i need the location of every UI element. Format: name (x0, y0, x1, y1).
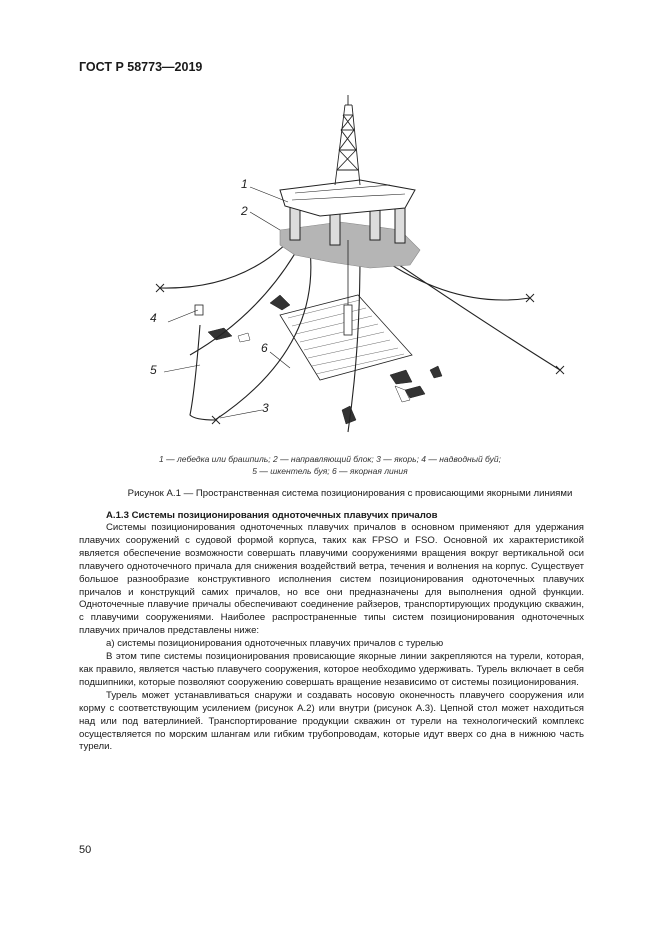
paragraph: а) системы позиционирования одноточечных плавучих причалов с турелью (106, 638, 444, 650)
callout-3: 3 (262, 401, 269, 415)
callout-6: 6 (261, 341, 268, 355)
figure-legend-line1: 1 — лебедка или брашпиль; 2 — направляющий блок; 3 — якорь; 4 — надводный буй; (159, 454, 501, 464)
surface-buoy (195, 305, 203, 315)
body-text (79, 522, 584, 754)
paragraph: Системы позиционирования одноточечных плавучих причалов в основном применяют для удержания плавучих сооружений с судовой формой корпуса, таких как FPSO и FSO. Основной их характеристикой является обеспечение возможности совершать плавучими сооружениями вращения вокруг вертикальной оси плавучего одноточечного причала для снижения воздействий ветра, течения и волнения на корпус. Существует большое разнообразие конструктивного исполнения систем позиционирования одноточечных плавучих причалов и конструкций самих причалов, но все они предназначены для выполнения одной функции. Одноточечные плавучие причалы обеспечивают соединение райзеров, транспортирующих продукцию скважин, с плавучими сооружениями. Наиболее распространенные типы систем позиционирования одноточечных плавучих причалов представлены ниже: (79, 522, 584, 637)
figure-caption: Рисунок А.1 — Пространственная система позиционирования с провисающими якорными линиями (127, 488, 573, 499)
callout-1: 1 (241, 177, 248, 191)
paragraph: В этом типе системы позиционирования провисающие якорные линии закрепляются на турели, которая, как правило, является частью плавучего сооружения, которое необходимо удерживать. Турель включает в себя подшипники, которые позволяют сооружению совершать вращение независимо от системы позиционирования. (79, 651, 584, 688)
callout-4: 4 (150, 311, 157, 325)
derrick (335, 95, 360, 185)
page-number: 50 (79, 844, 92, 856)
callout-2: 2 (241, 204, 248, 218)
figure-legend-line2: 5 — шкентель буя; 6 — якорная линия (252, 466, 408, 476)
paragraph: Турель может устанавливаться снаружи и создавать носовую оконечность плавучего сооружения или корму с соответствующим усилением (рисунок А.2) или внутри (рисунок А.3). Цепной стол может находиться над или под ватерлинией. Транспортирование продукции скважин от турели на технологический комплекс осуществляется по морским шлангам или гибким трубопроводам, которые идут вверх со дна в нижнюю часть турели. (79, 689, 584, 753)
document-header: ГОСТ Р 58773—2019 (79, 60, 203, 74)
section-title: А.1.3 Системы позиционирования одноточечных плавучих причалов (106, 510, 438, 521)
positioning-system-figure (120, 90, 580, 440)
callout-5: 5 (150, 363, 157, 377)
